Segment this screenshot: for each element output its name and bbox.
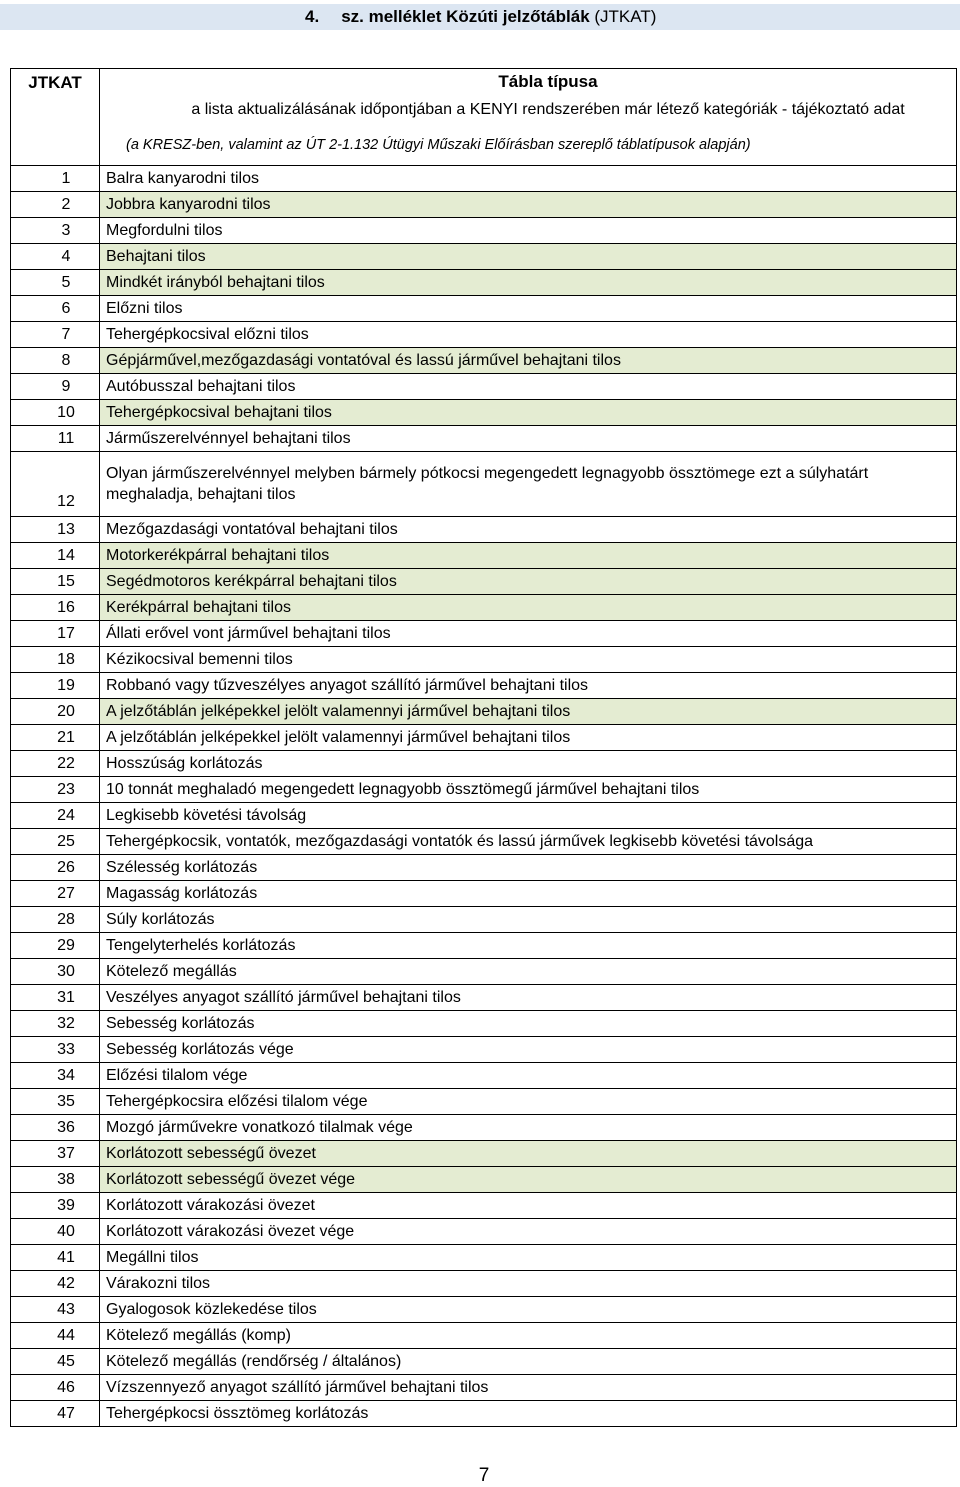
row-number: 16 bbox=[11, 595, 100, 621]
table-row bbox=[11, 569, 957, 595]
row-number: 27 bbox=[11, 881, 100, 907]
row-number: 17 bbox=[11, 621, 100, 647]
table-row bbox=[11, 673, 957, 699]
row-sign-type: Súly korlátozás bbox=[100, 907, 957, 933]
row-number: 30 bbox=[11, 959, 100, 985]
row-sign-type: Előzési tilalom vége bbox=[100, 1063, 957, 1089]
row-sign-type: Kötelező megállás bbox=[100, 959, 957, 985]
table-row bbox=[11, 296, 957, 322]
row-number: 8 bbox=[11, 348, 100, 374]
row-sign-type: Motorkerékpárral behajtani tilos bbox=[100, 543, 957, 569]
row-number: 46 bbox=[11, 1375, 100, 1401]
header-type-subtitle: a lista aktualizálásának időpontjában a KENYI rendszerében már létező kategóriák - tájékoztató adat bbox=[191, 101, 905, 118]
row-sign-type: Autóbusszal behajtani tilos bbox=[100, 374, 957, 400]
table-row bbox=[11, 1141, 957, 1167]
row-sign-type: Megállni tilos bbox=[100, 1245, 957, 1271]
row-number: 13 bbox=[11, 517, 100, 543]
table-row bbox=[11, 1271, 957, 1297]
row-sign-type: Korlátozott sebességű övezet bbox=[100, 1141, 957, 1167]
table-row bbox=[11, 751, 957, 777]
row-number: 35 bbox=[11, 1089, 100, 1115]
table-row bbox=[11, 1401, 957, 1427]
row-sign-type: Sebesség korlátozás bbox=[100, 1011, 957, 1037]
row-sign-type: Várakozni tilos bbox=[100, 1271, 957, 1297]
row-sign-type: Kézikocsival bemenni tilos bbox=[100, 647, 957, 673]
table-row bbox=[11, 1063, 957, 1089]
row-sign-type: Magasság korlátozás bbox=[100, 881, 957, 907]
table-row bbox=[11, 322, 957, 348]
row-sign-type: A jelzőtáblán jelképekkel jelölt valamennyi járművel behajtani tilos bbox=[100, 725, 957, 751]
row-sign-type: Mindkét irányból behajtani tilos bbox=[100, 270, 957, 296]
row-number: 6 bbox=[11, 296, 100, 322]
row-sign-type: Kötelező megállás (rendőrség / általános) bbox=[100, 1349, 957, 1375]
table-row bbox=[11, 1167, 957, 1193]
row-number: 14 bbox=[11, 543, 100, 569]
row-sign-type: Korlátozott várakozási övezet vége bbox=[100, 1219, 957, 1245]
row-number: 3 bbox=[11, 218, 100, 244]
row-number: 24 bbox=[11, 803, 100, 829]
row-number: 15 bbox=[11, 569, 100, 595]
row-number: 1 bbox=[11, 166, 100, 192]
row-number: 23 bbox=[11, 777, 100, 803]
row-sign-type: Segédmotoros kerékpárral behajtani tilos bbox=[100, 569, 957, 595]
row-number: 40 bbox=[11, 1219, 100, 1245]
table-row bbox=[11, 1297, 957, 1323]
row-number: 37 bbox=[11, 1141, 100, 1167]
table-row bbox=[11, 621, 957, 647]
row-number: 41 bbox=[11, 1245, 100, 1271]
row-number: 36 bbox=[11, 1115, 100, 1141]
row-sign-type: Állati erővel vont járművel behajtani tilos bbox=[100, 621, 957, 647]
row-sign-type: Robbanó vagy tűzveszélyes anyagot szállító járművel behajtani tilos bbox=[100, 673, 957, 699]
row-number: 18 bbox=[11, 647, 100, 673]
row-sign-type: Tengelyterhelés korlátozás bbox=[100, 933, 957, 959]
row-sign-type: Tehergépkocsi össztömeg korlátozás bbox=[100, 1401, 957, 1427]
row-sign-type: Kötelező megállás (komp) bbox=[100, 1323, 957, 1349]
row-sign-type: 10 tonnát meghaladó megengedett legnagyobb össztömegű járművel behajtani tilos bbox=[100, 777, 957, 803]
table-row bbox=[11, 933, 957, 959]
row-sign-type: Gyalogosok közlekedése tilos bbox=[100, 1297, 957, 1323]
row-number: 4 bbox=[11, 244, 100, 270]
row-sign-type: Gépjárművel,mezőgazdasági vontatóval és lassú járművel behajtani tilos bbox=[100, 348, 957, 374]
table-row bbox=[11, 452, 957, 517]
row-number: 21 bbox=[11, 725, 100, 751]
row-number: 44 bbox=[11, 1323, 100, 1349]
table-header-row bbox=[11, 69, 957, 166]
row-number: 29 bbox=[11, 933, 100, 959]
row-number: 2 bbox=[11, 192, 100, 218]
row-sign-type: Tehergépkocsival előzni tilos bbox=[100, 322, 957, 348]
row-sign-type: Hosszúság korlátozás bbox=[100, 751, 957, 777]
table-row bbox=[11, 1219, 957, 1245]
header-type-cell bbox=[100, 69, 957, 166]
table-row bbox=[11, 595, 957, 621]
row-number: 33 bbox=[11, 1037, 100, 1063]
row-sign-type: Tehergépkocsik, vontatók, mezőgazdasági vontatók és lassú járművek legkisebb követési távolsága bbox=[100, 829, 957, 855]
table-row bbox=[11, 777, 957, 803]
row-sign-type: Balra kanyarodni tilos bbox=[100, 166, 957, 192]
sign-types-table bbox=[10, 68, 957, 1427]
row-number: 11 bbox=[11, 426, 100, 452]
table-row bbox=[11, 374, 957, 400]
row-sign-type: Korlátozott sebességű övezet vége bbox=[100, 1167, 957, 1193]
row-sign-type: Sebesség korlátozás vége bbox=[100, 1037, 957, 1063]
row-number: 28 bbox=[11, 907, 100, 933]
row-sign-type: Mezőgazdasági vontatóval behajtani tilos bbox=[100, 517, 957, 543]
row-number: 43 bbox=[11, 1297, 100, 1323]
row-number: 20 bbox=[11, 699, 100, 725]
table-row bbox=[11, 244, 957, 270]
row-sign-type: Szélesség korlátozás bbox=[100, 855, 957, 881]
row-sign-type: Vízszennyező anyagot szállító járművel behajtani tilos bbox=[100, 1375, 957, 1401]
table-row bbox=[11, 426, 957, 452]
row-sign-type: Korlátozott várakozási övezet bbox=[100, 1193, 957, 1219]
table-row bbox=[11, 907, 957, 933]
table-row bbox=[11, 881, 957, 907]
header-type-title: Tábla típusa bbox=[498, 72, 598, 91]
annex-title: sz. melléklet Közúti jelzőtáblák bbox=[341, 7, 590, 26]
row-sign-type: Kerékpárral behajtani tilos bbox=[100, 595, 957, 621]
row-number: 7 bbox=[11, 322, 100, 348]
page-number: 7 bbox=[478, 1465, 490, 1486]
annex-number: 4. bbox=[305, 7, 320, 26]
table-row bbox=[11, 270, 957, 296]
table-row bbox=[11, 543, 957, 569]
table-row bbox=[11, 218, 957, 244]
row-number: 9 bbox=[11, 374, 100, 400]
row-sign-type: Legkisebb követési távolság bbox=[100, 803, 957, 829]
row-sign-type: Behajtani tilos bbox=[100, 244, 957, 270]
table-row bbox=[11, 192, 957, 218]
table-row bbox=[11, 166, 957, 192]
table-row bbox=[11, 1011, 957, 1037]
table-row bbox=[11, 400, 957, 426]
row-number: 45 bbox=[11, 1349, 100, 1375]
row-number: 22 bbox=[11, 751, 100, 777]
row-number: 34 bbox=[11, 1063, 100, 1089]
table-row bbox=[11, 725, 957, 751]
row-number: 47 bbox=[11, 1401, 100, 1427]
annex-title-suffix: (JTKAT) bbox=[589, 7, 657, 26]
row-sign-type: Tehergépkocsira előzési tilalom vége bbox=[100, 1089, 957, 1115]
table-row bbox=[11, 1037, 957, 1063]
table-row bbox=[11, 1193, 957, 1219]
document-title bbox=[0, 4, 960, 30]
row-number: 38 bbox=[11, 1167, 100, 1193]
row-sign-type: A jelzőtáblán jelképekkel jelölt valamennyi járművel behajtani tilos bbox=[100, 699, 957, 725]
row-number: 19 bbox=[11, 673, 100, 699]
row-number: 26 bbox=[11, 855, 100, 881]
row-sign-type: Járműszerelvénnyel behajtani tilos bbox=[100, 426, 957, 452]
table-row bbox=[11, 1089, 957, 1115]
table-row bbox=[11, 855, 957, 881]
row-number: 5 bbox=[11, 270, 100, 296]
table-row bbox=[11, 647, 957, 673]
row-number: 39 bbox=[11, 1193, 100, 1219]
row-number: 25 bbox=[11, 829, 100, 855]
table-row bbox=[11, 803, 957, 829]
table-row bbox=[11, 517, 957, 543]
row-number: 10 bbox=[11, 400, 100, 426]
table-row bbox=[11, 985, 957, 1011]
row-number: 31 bbox=[11, 985, 100, 1011]
row-sign-type: Tehergépkocsival behajtani tilos bbox=[100, 400, 957, 426]
row-sign-type: Olyan járműszerelvénnyel melyben bármely pótkocsi megengedett legnagyobb össztömege ezt a súlyhatárt meghaladja, behajtani tilos bbox=[100, 452, 957, 517]
table-row bbox=[11, 829, 957, 855]
table-row bbox=[11, 1349, 957, 1375]
table-row bbox=[11, 1323, 957, 1349]
row-sign-type: Előzni tilos bbox=[100, 296, 957, 322]
table-row bbox=[11, 1115, 957, 1141]
row-sign-type: Megfordulni tilos bbox=[100, 218, 957, 244]
row-sign-type: Veszélyes anyagot szállító járművel behajtani tilos bbox=[100, 985, 957, 1011]
header-jtkat: JTKAT bbox=[11, 69, 100, 166]
row-sign-type: Mozgó járművekre vonatkozó tilalmak vége bbox=[100, 1115, 957, 1141]
row-number: 42 bbox=[11, 1271, 100, 1297]
row-number: 12 bbox=[11, 452, 100, 517]
table-row bbox=[11, 699, 957, 725]
header-type-note: (a KRESZ-ben, valamint az ÚT 2-1.132 Útügyi Műszaki Előírásban szereplő táblatípusok alapján) bbox=[126, 137, 751, 153]
row-number: 32 bbox=[11, 1011, 100, 1037]
table-row bbox=[11, 348, 957, 374]
table-row bbox=[11, 1245, 957, 1271]
table-row bbox=[11, 959, 957, 985]
row-sign-type: Jobbra kanyarodni tilos bbox=[100, 192, 957, 218]
table-row bbox=[11, 1375, 957, 1401]
